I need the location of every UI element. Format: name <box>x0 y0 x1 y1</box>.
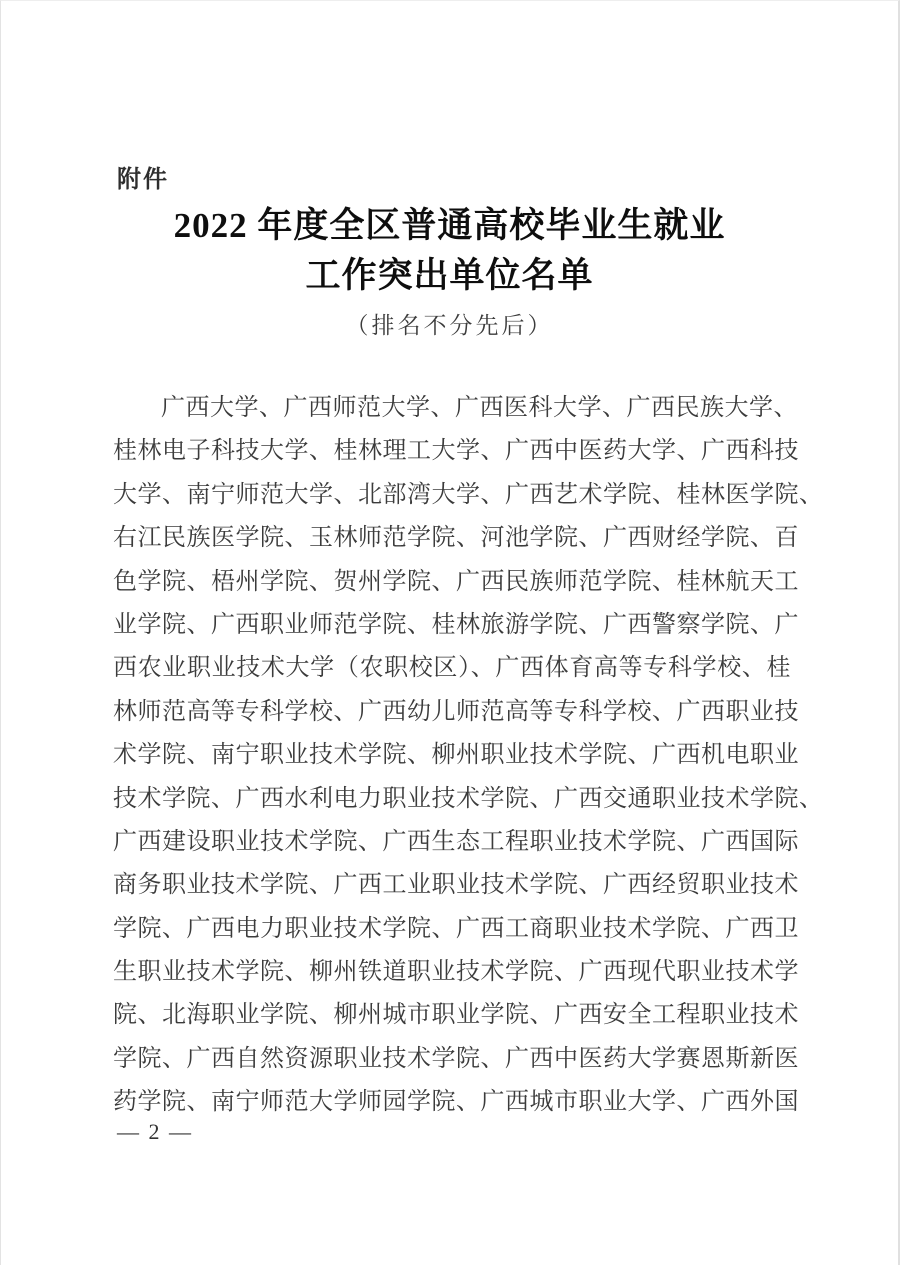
document-body-paragraph <box>113 387 824 1125</box>
body-line: 广西大学、广西师范大学、广西医科大学、广西民族大学、 <box>161 395 798 421</box>
page-number: — 2 — <box>117 1119 193 1144</box>
body-line: 右江民族医学院、玉林师范学院、河池学院、广西财经学院、百 <box>113 525 799 552</box>
body-line: 院、北海职业学院、柳州城市职业学院、广西安全工程职业技术 <box>113 1002 799 1029</box>
body-line: 学院、广西自然资源职业技术学院、广西中医药大学赛恩斯新医 <box>113 1045 799 1072</box>
document-title-line-1: 2022 年度全区普通高校毕业生就业 <box>173 206 726 245</box>
body-line: 学院、广西电力职业技术学院、广西工商职业技术学院、广西卫 <box>113 915 799 942</box>
body-line: 业学院、广西职业师范学院、桂林旅游学院、广西警察学院、广 <box>113 611 799 638</box>
body-line: 商务职业技术学院、广西工业职业技术学院、广西经贸职业技术 <box>113 872 799 899</box>
body-line: 桂林电子科技大学、桂林理工大学、广西中医药大学、广西科技 <box>113 438 799 465</box>
body-line: 色学院、梧州学院、贺州学院、广西民族师范学院、桂林航天工 <box>113 568 799 595</box>
document-title <box>1 201 898 301</box>
body-line: 林师范高等专科学校、广西幼儿师范高等专科学校、广西职业技 <box>113 698 799 725</box>
body-line: 大学、南宁师范大学、北部湾大学、广西艺术学院、桂林医学院、 <box>113 481 824 508</box>
body-line: 生职业技术学院、柳州铁道职业技术学院、广西现代职业技术学 <box>113 959 799 986</box>
document-title-line-2: 工作突出单位名单 <box>305 256 594 295</box>
body-line: 广西建设职业技术学院、广西生态工程职业技术学院、广西国际 <box>113 828 799 855</box>
attachment-label: 附件 <box>117 166 169 193</box>
body-line: 药学院、南宁师范大学师园学院、广西城市职业大学、广西外国 <box>113 1089 799 1116</box>
body-line: 术学院、南宁职业技术学院、柳州职业技术学院、广西机电职业 <box>113 742 799 769</box>
body-line: 技术学院、广西水利电力职业技术学院、广西交通职业技术学院、 <box>113 785 824 812</box>
body-line: 西农业职业技术大学（农职校区）、广西体育高等专科学校、桂 <box>113 655 791 682</box>
document-subtitle: （排名不分先后） <box>345 313 554 338</box>
